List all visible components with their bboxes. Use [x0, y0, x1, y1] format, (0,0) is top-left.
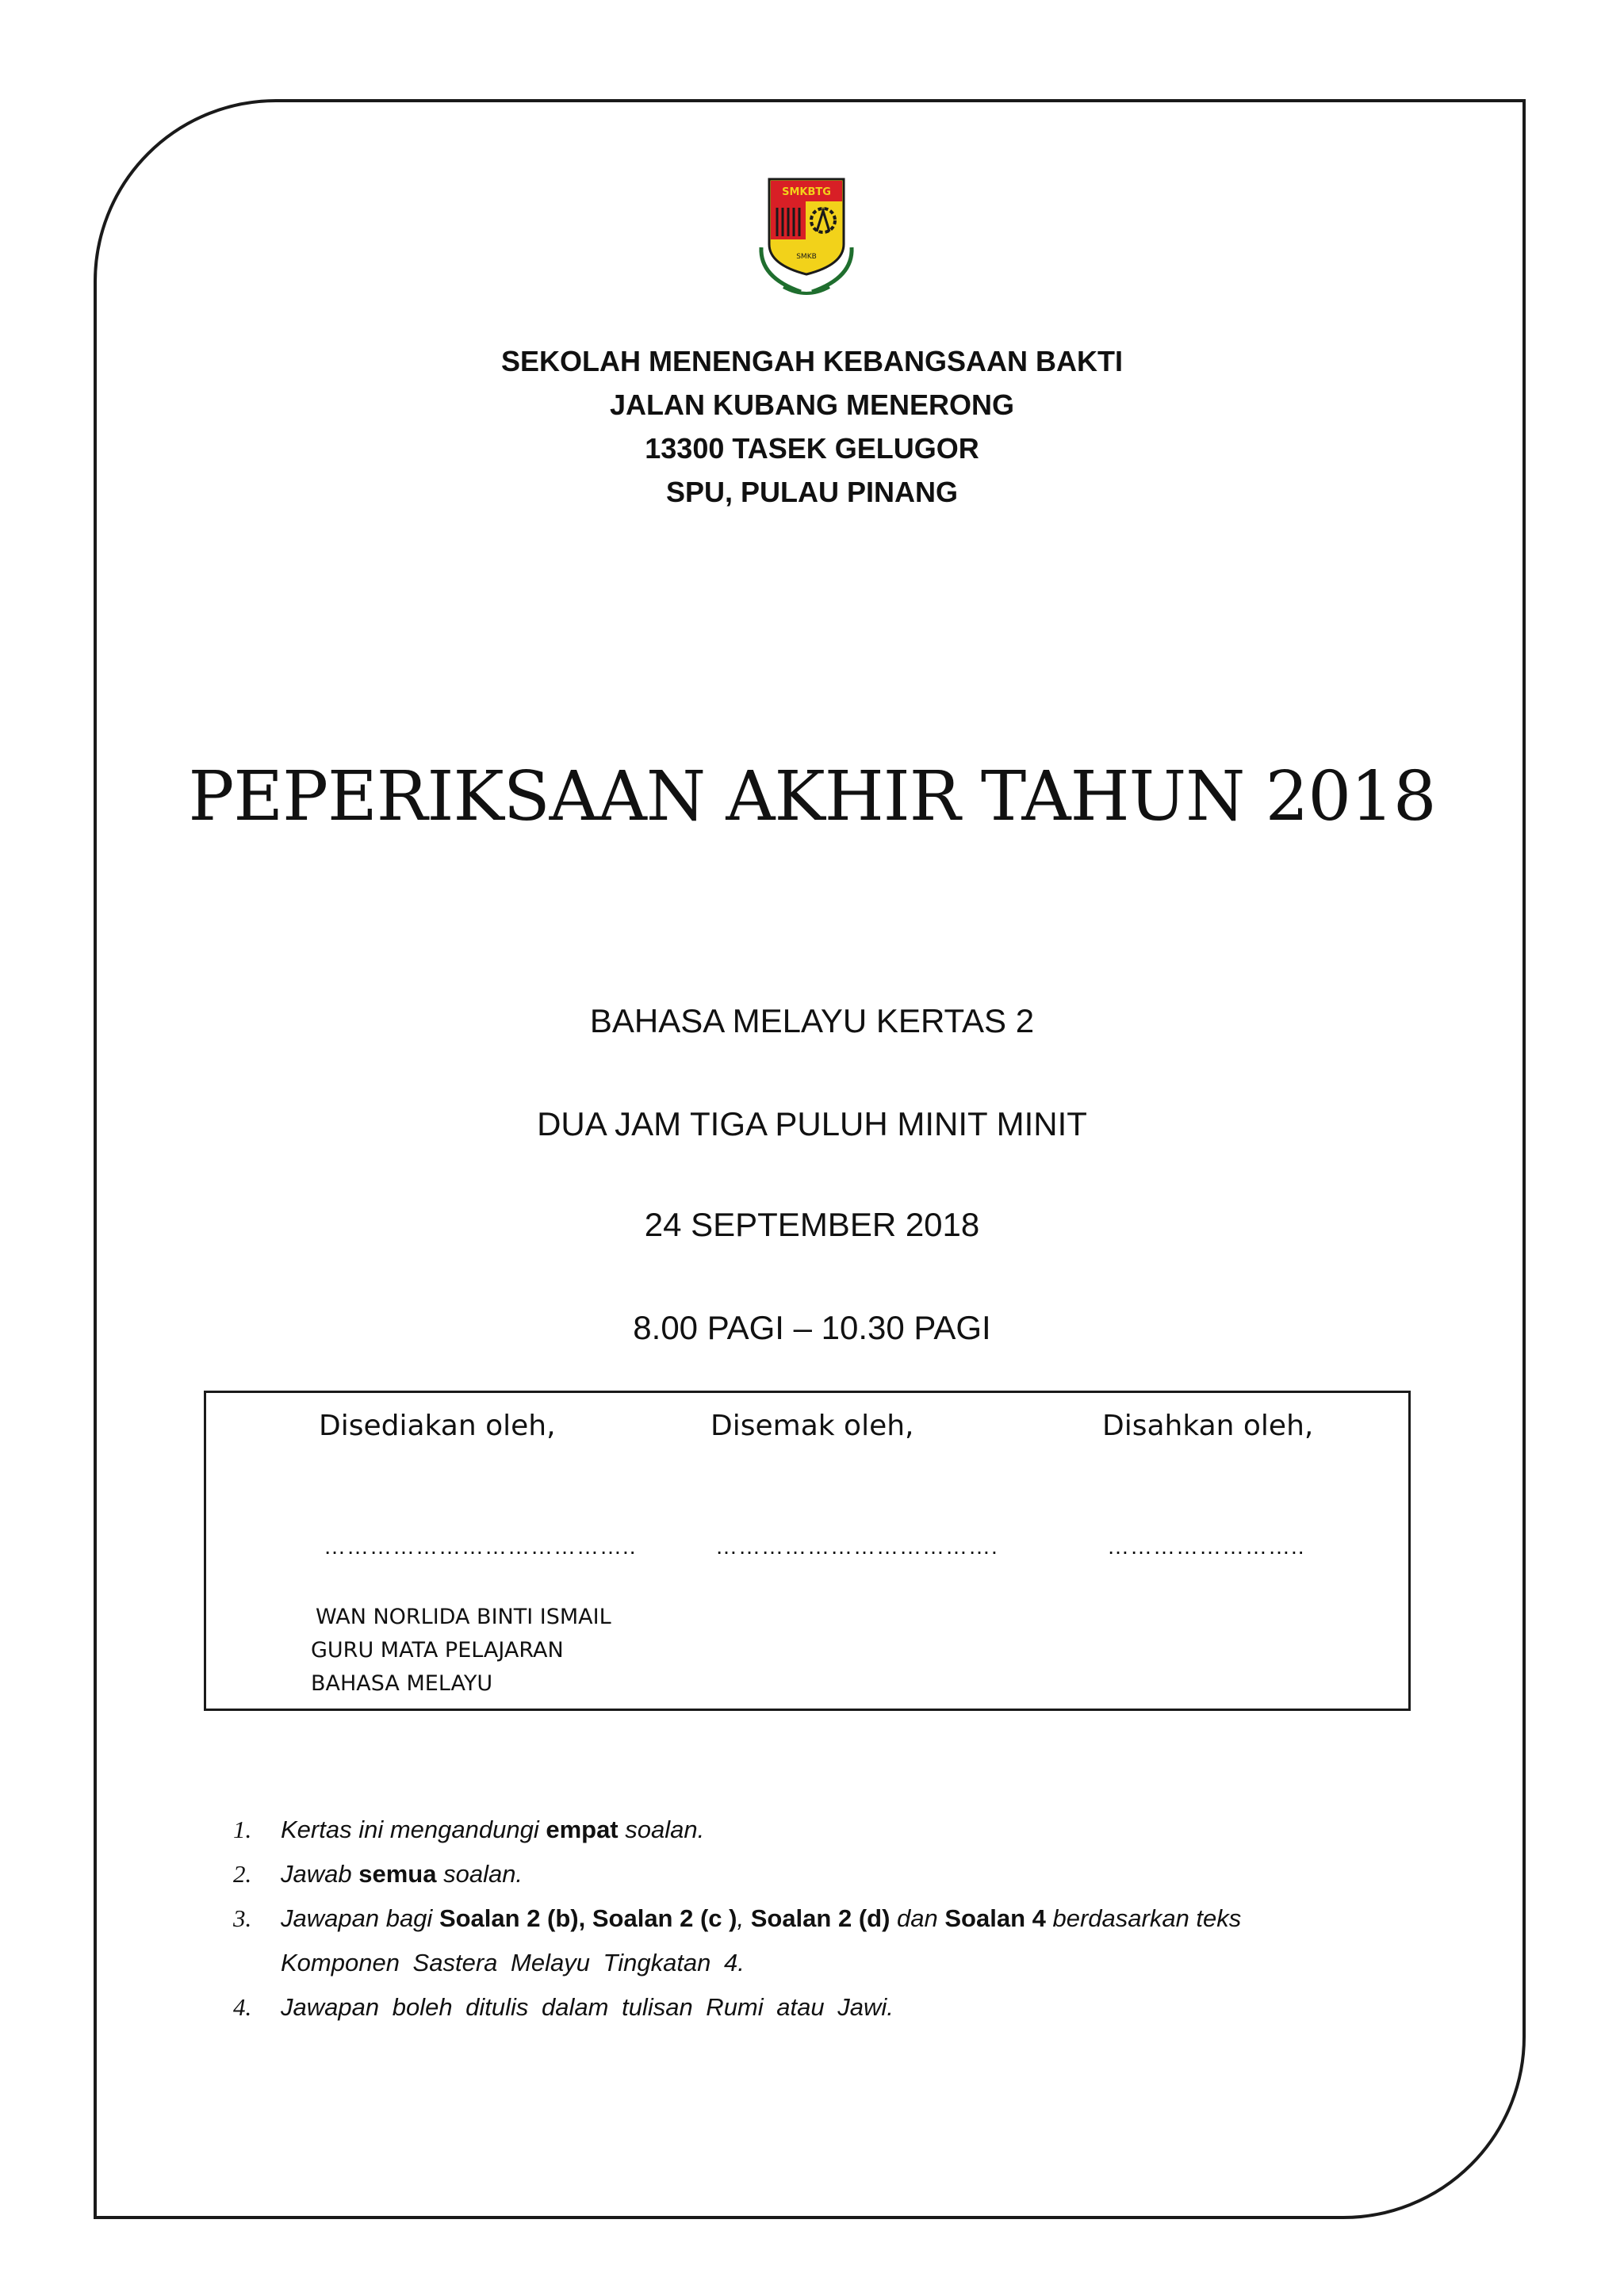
exam-time: 8.00 PAGI – 10.30 PAGI — [633, 1309, 991, 1346]
instruction-text: Jawapan bagi — [281, 1904, 439, 1932]
instruction-text: Jawapan boleh ditulis dalam tulisan Rumi atau Jawi. — [281, 1993, 894, 2021]
school-postcode-city: 13300 TASEK GELUGOR — [645, 432, 979, 465]
preparer-subject: BAHASA MELAYU — [311, 1671, 493, 1696]
preparer-name: WAN NORLIDA BINTI ISMAIL — [316, 1605, 611, 1629]
instruction-number: 1. — [233, 1816, 252, 1843]
instruction-text-continued: Komponen Sastera Melayu Tingkatan 4. — [281, 1949, 745, 1976]
instruction-emphasis: Soalan 4 — [944, 1904, 1046, 1932]
instruction-text: soalan. — [436, 1860, 523, 1888]
instruction-item — [230, 1852, 1419, 1896]
instruction-emphasis: semua — [358, 1860, 437, 1888]
exam-duration: DUA JAM TIGA PULUH MINIT MINIT — [537, 1105, 1087, 1142]
instruction-item — [230, 1896, 1419, 1985]
instruction-number: 4. — [233, 1993, 252, 2021]
checked-by-label: Disemak oleh, — [710, 1410, 914, 1442]
instruction-emphasis: Soalan 2 (d) — [750, 1904, 891, 1932]
approved-signature-line: …………………….. — [1107, 1534, 1305, 1559]
school-name: SEKOLAH MENENGAH KEBANGSAAN BAKTI — [500, 345, 1124, 377]
instruction-text: Kertas ini mengandungi — [281, 1816, 546, 1843]
instruction-text: dan — [890, 1904, 945, 1932]
approved-by-label: Disahkan oleh, — [1102, 1410, 1314, 1442]
instruction-text: soalan. — [618, 1816, 705, 1843]
instruction-text: Jawab — [281, 1860, 359, 1888]
instructions-list — [230, 1808, 1419, 2030]
exam-date: 24 SEPTEMBER 2018 — [644, 1206, 980, 1243]
signature-box — [204, 1391, 1411, 1711]
instruction-emphasis: empat — [546, 1816, 619, 1843]
exam-subject: BAHASA MELAYU KERTAS 2 — [589, 1002, 1035, 1039]
instruction-text: , — [737, 1904, 751, 1932]
crest-bottom-text: SMKB — [796, 253, 817, 261]
school-district-state: SPU, PULAU PINANG — [665, 476, 959, 508]
crest-top-text: SMKBTG — [782, 186, 831, 198]
instruction-number: 2. — [233, 1860, 252, 1888]
prepared-signature-line: ………………………………….. — [324, 1534, 637, 1559]
exam-title: PEPERIKSAAN AKHIR TAHUN 2018 — [188, 757, 1436, 836]
school-address — [0, 339, 1624, 514]
instruction-number: 3. — [233, 1904, 252, 1932]
school-crest-logo — [753, 176, 860, 300]
school-street: JALAN KUBANG MENERONG — [609, 388, 1014, 421]
checked-signature-line: ………………………………. — [715, 1534, 998, 1559]
instruction-emphasis: Soalan 2 (b), Soalan 2 (c ) — [439, 1904, 737, 1932]
instruction-item — [230, 1808, 1419, 1852]
instruction-item — [230, 1985, 1419, 2030]
instruction-text: berdasarkan teks — [1045, 1904, 1242, 1932]
preparer-role: GURU MATA PELAJARAN — [311, 1638, 564, 1663]
prepared-by-label: Disediakan oleh, — [319, 1410, 556, 1442]
